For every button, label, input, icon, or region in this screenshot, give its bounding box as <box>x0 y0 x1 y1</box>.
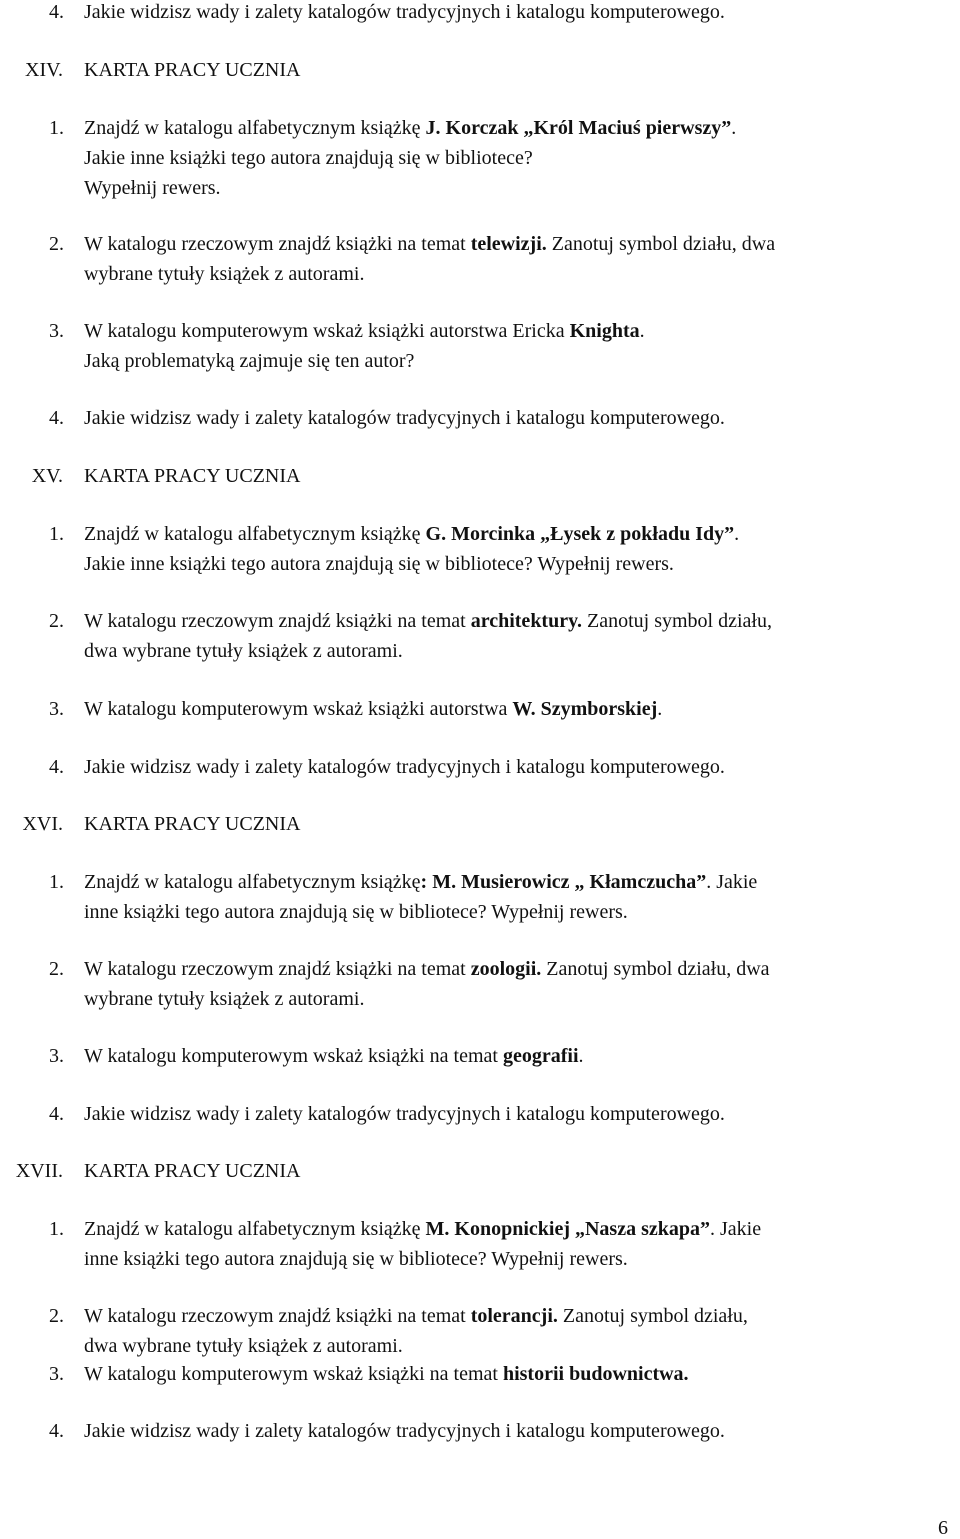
bold-text: M. Konopnickiej „Nasza szkapa” <box>425 1218 710 1240</box>
bold-text: Knighta <box>569 320 640 342</box>
text-span: . Jakie <box>710 1218 762 1240</box>
text-span: Znajdź w katalogu alfabetycznym książkę <box>84 117 426 139</box>
text-line <box>84 1304 748 1328</box>
text-line <box>84 812 300 836</box>
text-line <box>84 464 300 488</box>
bold-text: geografii <box>502 1045 579 1067</box>
text-span: . <box>578 1045 584 1067</box>
text-line <box>84 58 300 82</box>
text-span: Jakie widzisz wady i zalety katalogów tradycyjnych i katalogu komputerowego. <box>84 1103 725 1125</box>
bold-text: tolerancji. <box>470 1305 558 1327</box>
text-line <box>84 349 414 373</box>
text-span: Zanotuj symbol działu, dwa <box>546 233 776 255</box>
text-span: Wypełnij rewers. <box>84 177 221 199</box>
text-line <box>84 116 736 140</box>
text-span: Znajdź w katalogu alfabetycznym książkę <box>84 523 426 545</box>
text-line <box>84 697 662 721</box>
item-number: 1. <box>49 871 64 893</box>
text-span: . <box>731 117 737 139</box>
section-number: XVI. <box>22 813 63 835</box>
text-line <box>84 1044 584 1068</box>
text-line <box>84 552 674 576</box>
item-number: 3. <box>49 698 64 720</box>
text-line <box>84 987 364 1011</box>
item-number: 4. <box>49 756 64 778</box>
item-number: 3. <box>49 1045 64 1067</box>
text-span: . <box>639 320 645 342</box>
text-span: W katalogu rzeczowym znajdź książki na temat <box>84 1305 471 1327</box>
bold-text: W. Szymborskiej <box>512 698 658 720</box>
text-line <box>84 232 775 256</box>
text-span: KARTA PRACY UCZNIA <box>84 465 301 487</box>
text-line <box>84 0 725 24</box>
text-span: Jakie inne książki tego autora znajdują się w bibliotece? <box>84 147 533 169</box>
text-line <box>84 1334 403 1358</box>
item-number: 1. <box>49 523 64 545</box>
text-line <box>84 146 533 170</box>
text-span: W katalogu komputerowym wskaż książki autorstwa <box>84 698 513 720</box>
text-line <box>84 1419 725 1443</box>
text-span: Zanotuj symbol działu, dwa <box>541 958 770 980</box>
text-line <box>84 522 739 546</box>
item-number: 2. <box>49 1305 64 1327</box>
text-line <box>84 406 725 430</box>
bold-text: : M. Musierowicz „ Kłamczucha” <box>420 871 707 893</box>
section-number: XV. <box>31 465 63 487</box>
item-number: 3. <box>49 320 64 342</box>
text-span: Jakie inne książki tego autora znajdują się w bibliotece? Wypełnij rewers. <box>84 553 674 575</box>
text-span: dwa wybrane tytuły książek z autorami. <box>84 640 403 662</box>
text-span: Jakie widzisz wady i zalety katalogów tradycyjnych i katalogu komputerowego. <box>84 756 725 778</box>
text-span: Jakie widzisz wady i zalety katalogów tradycyjnych i katalogu komputerowego. <box>84 407 725 429</box>
text-span: wybrane tytuły książek z autorami. <box>84 263 365 285</box>
text-line <box>84 957 770 981</box>
text-line <box>84 1217 761 1241</box>
text-span: inne książki tego autora znajdują się w bibliotece? Wypełnij rewers. <box>84 901 628 923</box>
text-span: Znajdź w katalogu alfabetycznym książkę <box>84 1218 426 1240</box>
text-span: W katalogu rzeczowym znajdź książki na temat <box>84 958 471 980</box>
item-number: 2. <box>49 233 64 255</box>
bold-text: historii budownictwa. <box>502 1363 689 1385</box>
text-span: Jaką problematyką zajmuje się ten autor? <box>84 350 415 372</box>
text-line <box>84 609 772 633</box>
text-span: inne książki tego autora znajdują się w bibliotece? Wypełnij rewers. <box>84 1248 628 1270</box>
text-span: . Jakie <box>706 871 758 893</box>
item-number: 4. <box>49 1103 64 1125</box>
section-number: XVII. <box>15 1160 63 1182</box>
text-span: wybrane tytuły książek z autorami. <box>84 988 365 1010</box>
text-span: Zanotuj symbol działu, <box>582 610 772 632</box>
text-line <box>84 1102 725 1126</box>
section-number: XIV. <box>25 59 63 81</box>
text-span: dwa wybrane tytuły książek z autorami. <box>84 1335 403 1357</box>
page-number: 6 <box>938 1517 948 1539</box>
text-line <box>84 755 725 779</box>
bold-text: G. Morcinka „Łysek z pokładu Idy” <box>425 523 735 545</box>
text-span: W katalogu komputerowym wskaż książki na temat <box>84 1045 503 1067</box>
text-line <box>84 900 628 924</box>
bold-text: J. Korczak „Król Maciuś pierwszy” <box>425 117 732 139</box>
text-line <box>84 1247 628 1271</box>
text-span: KARTA PRACY UCZNIA <box>84 1160 301 1182</box>
text-span: Jakie widzisz wady i zalety katalogów tradycyjnych i katalogu komputerowego. <box>84 1420 725 1442</box>
text-span: Znajdź w katalogu alfabetycznym książkę <box>84 871 421 893</box>
item-number: 1. <box>49 1218 64 1240</box>
text-span: Jakie widzisz wady i zalety katalogów tradycyjnych i katalogu komputerowego. <box>84 1 725 23</box>
bold-text: zoologii. <box>470 958 542 980</box>
text-span: W katalogu rzeczowym znajdź książki na temat <box>84 610 471 632</box>
text-line <box>84 1159 300 1183</box>
text-line <box>84 176 221 200</box>
item-number: 3. <box>49 1363 64 1385</box>
item-number: 2. <box>49 958 64 980</box>
item-number: 2. <box>49 610 64 632</box>
text-span: W katalogu rzeczowym znajdź książki na temat <box>84 233 471 255</box>
text-span: KARTA PRACY UCZNIA <box>84 813 301 835</box>
text-line <box>84 262 364 286</box>
item-number: 4. <box>49 1420 64 1442</box>
text-span: . <box>734 523 740 545</box>
bold-text: architektury. <box>470 610 582 632</box>
text-line <box>84 639 403 663</box>
text-line <box>84 1362 689 1386</box>
text-span: . <box>657 698 663 720</box>
text-span: W katalogu komputerowym wskaż książki autorstwa Ericka <box>84 320 570 342</box>
text-line <box>84 870 757 894</box>
text-line <box>84 319 645 343</box>
item-number: 4. <box>49 1 64 23</box>
bold-text: telewizji. <box>470 233 547 255</box>
text-span: W katalogu komputerowym wskaż książki na temat <box>84 1363 503 1385</box>
text-span: Zanotuj symbol działu, <box>557 1305 748 1327</box>
item-number: 1. <box>49 117 64 139</box>
item-number: 4. <box>49 407 64 429</box>
text-span: KARTA PRACY UCZNIA <box>84 59 301 81</box>
